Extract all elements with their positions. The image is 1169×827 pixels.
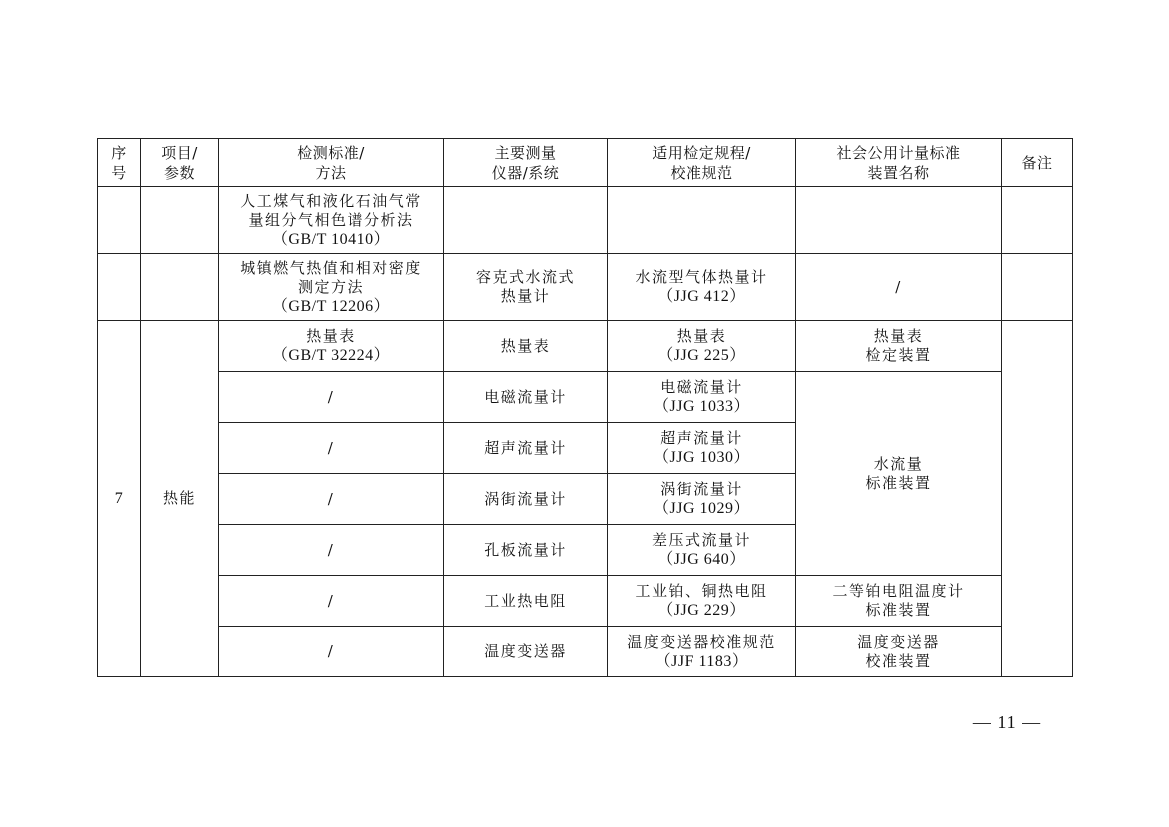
- header-item-parameter: 项目/ 参数: [141, 139, 219, 187]
- header-main-instrument: 主要测量 仪器/系统: [444, 139, 608, 187]
- table-row: [98, 576, 1073, 627]
- instrument-cell: 孔板流量计: [444, 525, 608, 576]
- regulation-cell: 差压式流量计 （JJG 640）: [608, 525, 796, 576]
- serial-number-cell: [98, 254, 141, 321]
- standard-cell: 热量表 （GB/T 32224）: [219, 321, 444, 372]
- regulation-cell: 工业铂、铜热电阻 （JJG 229）: [608, 576, 796, 627]
- standard-cell: /: [219, 474, 444, 525]
- instrument-cell: 容克式水流式 热量计: [444, 254, 608, 321]
- regulation-cell: 水流型气体热量计 （JJG 412）: [608, 254, 796, 321]
- device-cell: /: [796, 254, 1002, 321]
- table-header-row: [98, 139, 1073, 187]
- item-cell: [141, 187, 219, 254]
- device-cell: 温度变送器 校准装置: [796, 627, 1002, 677]
- device-cell: 二等铂电阻温度计 标准装置: [796, 576, 1002, 627]
- item-cell: [141, 254, 219, 321]
- instrument-cell: 温度变送器: [444, 627, 608, 677]
- table-row: [98, 187, 1073, 254]
- remark-cell: [1002, 254, 1073, 321]
- standard-cell: 人工煤气和液化石油气常 量组分气相色谱分析法 （GB/T 10410）: [219, 187, 444, 254]
- serial-number-cell: [98, 187, 141, 254]
- table-row: [98, 321, 1073, 372]
- regulation-cell: 涡街流量计 （JJG 1029）: [608, 474, 796, 525]
- device-cell: [796, 187, 1002, 254]
- regulation-cell: 电磁流量计 （JJG 1033）: [608, 372, 796, 423]
- standard-cell: /: [219, 372, 444, 423]
- instrument-cell: [444, 187, 608, 254]
- regulation-cell: 超声流量计 （JJG 1030）: [608, 423, 796, 474]
- standard-cell: /: [219, 576, 444, 627]
- instrument-cell: 涡街流量计: [444, 474, 608, 525]
- item-cell: 热能: [141, 321, 219, 677]
- standard-cell: /: [219, 525, 444, 576]
- standard-cell: /: [219, 423, 444, 474]
- instrument-cell: 热量表: [444, 321, 608, 372]
- regulation-cell: 温度变送器校准规范 （JJF 1183）: [608, 627, 796, 677]
- regulation-cell: [608, 187, 796, 254]
- header-serial-number: 序 号: [98, 139, 141, 187]
- remark-cell: [1002, 321, 1073, 677]
- table-row: [98, 372, 1073, 423]
- page-number: — 11 —: [972, 712, 1042, 732]
- header-remark: 备注: [1002, 139, 1073, 187]
- table-row: [98, 627, 1073, 677]
- regulation-cell: 热量表 （JJG 225）: [608, 321, 796, 372]
- header-public-standard-device: 社会公用计量标准 装置名称: [796, 139, 1002, 187]
- instrument-cell: 电磁流量计: [444, 372, 608, 423]
- standard-cell: 城镇燃气热值和相对密度 测定方法 （GB/T 12206）: [219, 254, 444, 321]
- instrument-cell: 工业热电阻: [444, 576, 608, 627]
- header-applicable-regulation: 适用检定规程/ 校准规范: [608, 139, 796, 187]
- header-test-standard: 检测标准/ 方法: [219, 139, 444, 187]
- table-row: [98, 254, 1073, 321]
- remark-cell: [1002, 187, 1073, 254]
- standard-cell: /: [219, 627, 444, 677]
- device-cell: 热量表 检定装置: [796, 321, 1002, 372]
- device-cell: 水流量 标准装置: [796, 372, 1002, 576]
- instrument-cell: 超声流量计: [444, 423, 608, 474]
- metrology-standards-table: [97, 138, 1073, 677]
- serial-number-cell: 7: [98, 321, 141, 677]
